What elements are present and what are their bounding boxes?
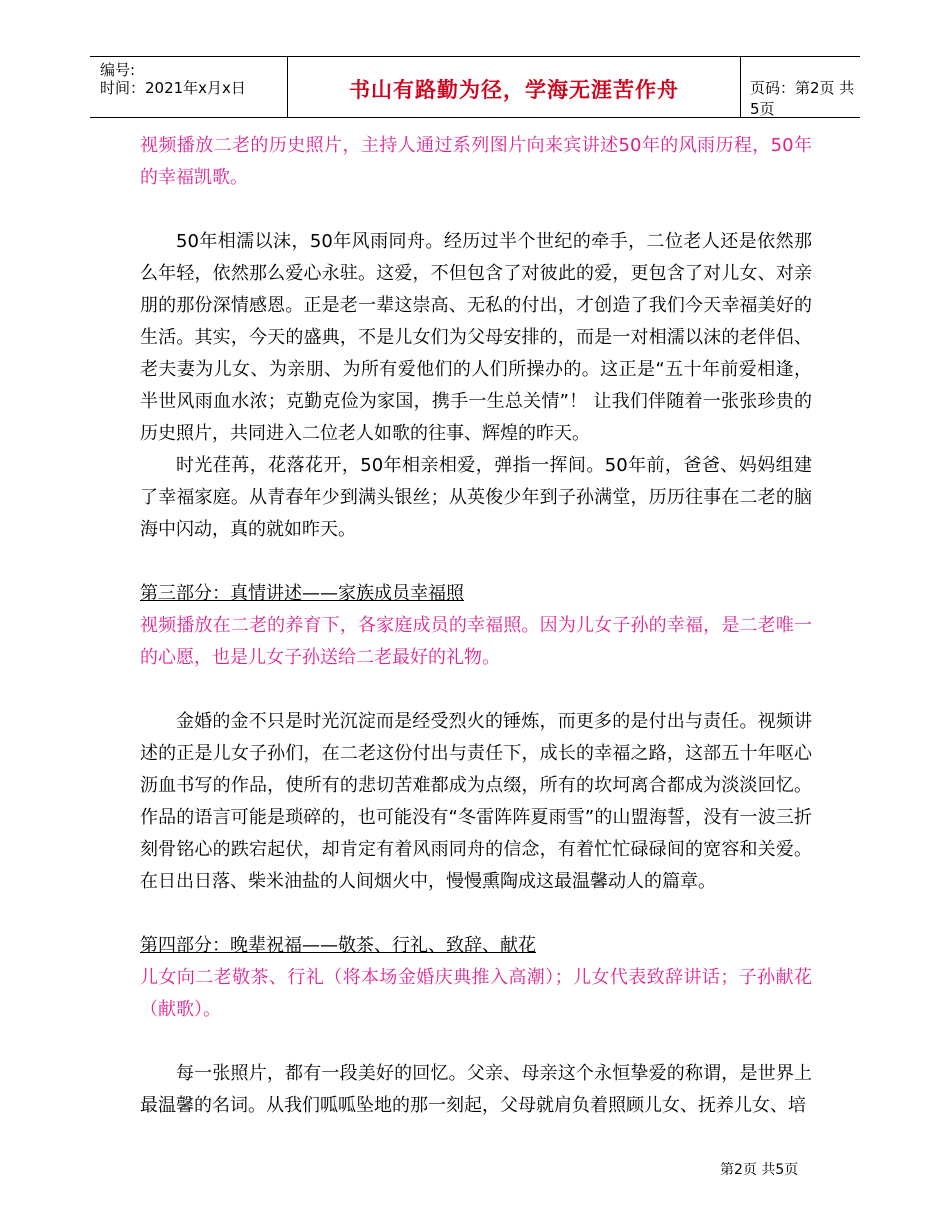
video-note-paragraph: 视频播放二老的历史照片，主持人通过系列图片向来宾讲述50年的风雨历程，50年的幸福凯歌。 xyxy=(140,135,812,188)
header-meta-cell xyxy=(90,57,287,117)
body-paragraph: 时光荏苒，花落花开，50年相亲相爱，弹指一挥间。50年前，爸爸、妈妈组建了幸福家庭。从青春年少到满头银丝；从英俊少年到子孙满堂，历历往事在二老的脑海中闪动，真的就如昨天。 xyxy=(140,455,812,540)
header-motto-cell xyxy=(287,57,741,117)
header-page-cell xyxy=(740,57,860,117)
document-date-label: 时间：2021年x月x日 xyxy=(100,79,246,97)
section-heading-part-four: 第四部分：晚辈祝福——敬茶、行礼、致辞、献花 xyxy=(140,935,536,956)
page-footer: 第2页 共5页 xyxy=(720,1162,799,1178)
body-paragraph: 50年相濡以沫，50年风雨同舟。经历过半个世纪的牵手，二位老人还是依然那么年轻，依然那么爱心永驻。这爱，不但包含了对彼此的爱，更包含了对儿女、对亲朋的那份深情感恩。正是老一辈这崇高、无私的付出，才创造了我们今天幸福美好的生活。其实，今天的盛典，不是儿女们为父母安排的，而是一对相濡以沫的老伴侣、老夫妻为儿女、为亲朋、为所有爱他们的人们所操办的。这正是“五十年前爱相逢，半世风雨血水浓；克勤克俭为家国，携手一生总关情”！ 让我们伴随着一张张珍贵的历史照片，共同进入二位老人如歌的往事、辉煌的昨天。 xyxy=(140,231,812,444)
header-motto: 书山有路勤为径，学海无涯苦作舟 xyxy=(349,78,679,102)
header-page-number: 页码：第2页 共5页 xyxy=(750,79,855,118)
document-code-label: 编号: xyxy=(100,61,136,79)
ceremony-note-paragraph: 儿女向二老敬茶、行礼（将本场金婚庆典推入高潮）；儿女代表致辞讲话；子孙献花（献歌）。 xyxy=(140,967,812,1020)
video-note-paragraph: 视频播放在二老的养育下，各家庭成员的幸福照。因为儿女子孙的幸福，是二老唯一的心愿，也是儿女子孙送给二老最好的礼物。 xyxy=(140,615,812,668)
body-paragraph: 金婚的金不只是时光沉淀而是经受烈火的锤炼，而更多的是付出与责任。视频讲述的正是儿女子孙们，在二老这份付出与责任下，成长的幸福之路，这部五十年呕心沥血书写的作品，使所有的悲切苦难都成为点缀，所有的坎坷离合都成为淡淡回忆。作品的语言可能是琐碎的，也可能没有“冬雷阵阵夏雨雪”的山盟海誓，没有一波三折刻骨铭心的跌宕起伏，却肯定有着风雨同舟的信念，有着忙忙碌碌间的宽容和关爱。在日出日落、柴米油盐的人间烟火中，慢慢熏陶成这最温馨动人的篇章。 xyxy=(140,711,812,892)
document-body xyxy=(140,130,812,1122)
body-paragraph: 每一张照片，都有一段美好的回忆。父亲、母亲这个永恒挚爱的称谓，是世界上最温馨的名词。从我们呱呱坠地的那一刻起，父母就肩负着照顾儿女、抚养儿女、培 xyxy=(140,1063,812,1116)
section-heading-part-three: 第三部分：真情讲述——家族成员幸福照 xyxy=(140,583,464,604)
page-header xyxy=(90,56,860,118)
